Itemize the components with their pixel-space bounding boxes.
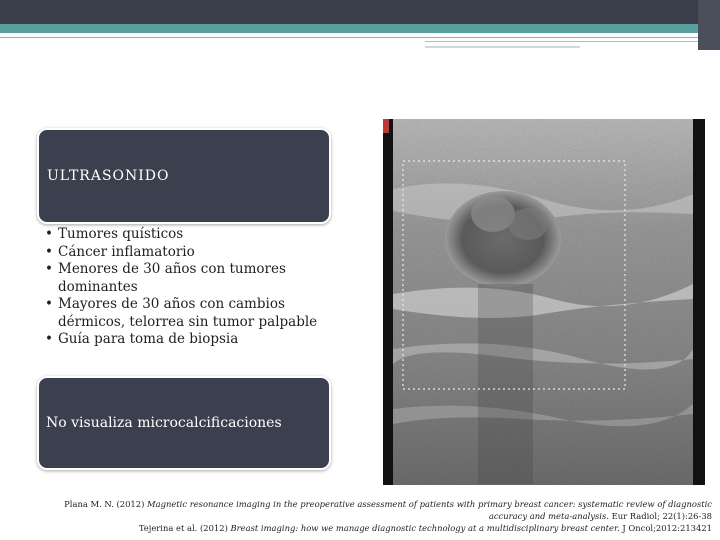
ultrasonido-title: ULTRASONIDO [47, 168, 170, 184]
list-item: • Tumores quísticos [45, 226, 184, 242]
reference-line: Plana M. N. (2012) Magnetic resonance imaging in the preoperative assessment of patients with primary breast cancer: systematic review of diagnostic [64, 499, 712, 509]
header-divider-line [0, 37, 698, 38]
bullet-icon: • [45, 331, 53, 347]
microcalcifications-note-box [37, 376, 331, 470]
header-corner-block [698, 0, 720, 50]
bullet-icon: • [45, 296, 53, 312]
reference-line: Tejerina et al. (2012) Breast imaging: how we manage diagnostic technology at a multidisciplinary breast center. J Oncol;2012:213421 [138, 523, 712, 533]
reference-line: accuracy and meta-analysis. Eur Radiol; 22(1):26-38 [488, 511, 712, 521]
list-item: • Cáncer inflamatorio [45, 243, 195, 260]
list-item: • Guía para toma de biopsia [45, 331, 239, 347]
indications-list-container [37, 224, 331, 372]
references [20, 498, 712, 534]
header-teal-band [0, 24, 720, 33]
microcalcifications-note: No visualiza microcalcificaciones [46, 415, 282, 431]
ultrasonido-title-box [37, 128, 331, 224]
header-accent-line [425, 41, 698, 42]
header-accent-line-short [425, 46, 580, 48]
bullet-icon: • [45, 243, 53, 260]
list-item: • Menores de 30 años con tumores dominantes [45, 261, 286, 295]
bullet-icon: • [45, 226, 53, 242]
breast-ultrasound-image [383, 119, 705, 485]
bullet-icon: • [45, 261, 53, 277]
list-item: • Mayores de 30 años con cambios dérmicos, telorrea sin tumor palpable [45, 296, 318, 330]
header-dark-band [0, 0, 720, 24]
indications-list [37, 224, 331, 349]
